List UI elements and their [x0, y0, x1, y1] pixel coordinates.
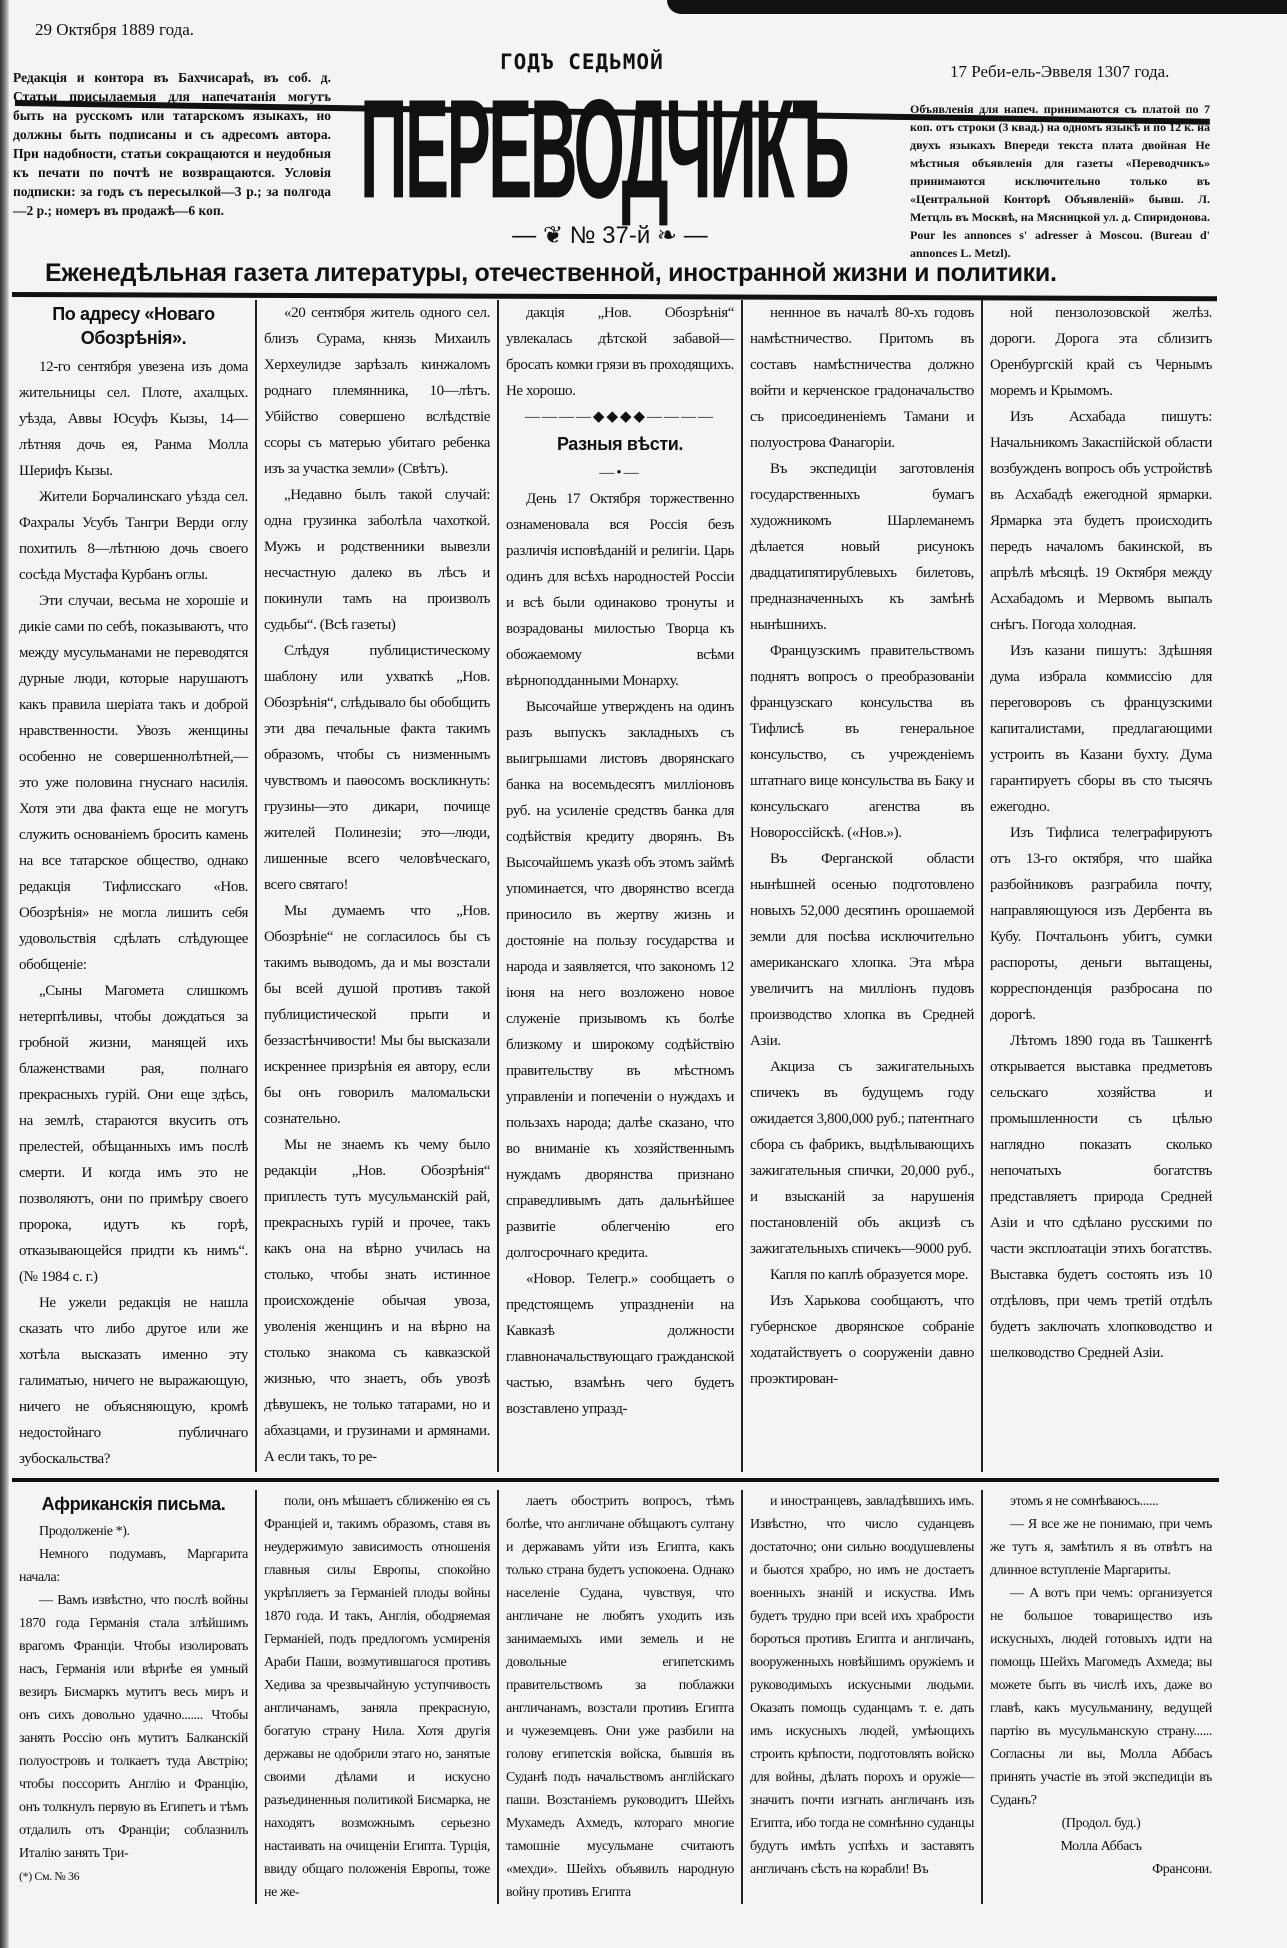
- paragraph: поли, онъ мѣшаетъ сближенію ея съ Франціей и, такимъ образомъ, ставя въ неудержимую зависимость отношенія главныя силы Европы, спокойно укрѣпляетъ за Германіей плоды войны 1870 года. И такъ, Англія, ободряемая Германіей, подъ предлогомъ усмиренія Араби Паши, возмутившагося противъ Хедива за чрезвычайную уступчивость англичанамъ, заняла прекрасную, богатую страну Нила. Хотя другія державы не одобрили этаго но, занятые своими дѣлами и искусно разъединенныя политикой Бисмарка, не находятъ возможнымъ серьезно настаивать на очищеніи Египта. Турція, ввиду общаго положенія Европы, тоже не же-: [264, 1494, 490, 1900]
- paragraph: неннное въ началѣ 80-хъ годовъ намѣстничество. Притомъ въ составъ намѣстничества должно войти и керченское градоначальство съ присоединеніемъ Тамани и полуострова Фанагоріи.: [750, 305, 974, 451]
- issue-number: — ❦ № 37-й ❧ —: [512, 222, 708, 249]
- paragraph: День 17 Октября торжественно ознаменовала вся Россія безъ различія исповѣданій и религіи. Царь одинъ для всѣхъ народностей Россіи и всѣ были одинаково тронуты и возрадованы милостью Творца къ обожаемому всѣми вѣрноподданными Монарху.: [506, 491, 734, 689]
- newspaper-subtitle: Еженедѣльная газета литературы, отечественной, иностранной жизни и политики.: [45, 259, 1057, 287]
- masthead-rule: [12, 292, 1217, 301]
- paragraph: этомъ я не сомнѣваюсь......: [1010, 1494, 1159, 1509]
- masthead-title: ПЕРЕВОДЧИКЪ: [360, 70, 848, 229]
- paragraph: — А вотъ при чемъ: организуется не большое товарищество изъ искусныхъ, людей готовыхъ идти на помощь Шейхъ Магомедъ Ахмеда; вы можете быть въ числѣ ихъ, даже во главѣ, какъ мусульманину, ведущей партію въ мусульманскую страну...... Согласны ли вы, Молла Аббасъ принять участіе въ этой экспедиціи въ Суданъ?: [990, 1586, 1212, 1808]
- paragraph: Въ Ферганской области нынѣшней осенью подготовлено новыхъ 52,000 десятинъ орошаемой земли для посѣва исключительно американскаго хлопка. Эта мѣра увеличитъ на милліонъ пудовъ производство хлопка въ Средней Азіи.: [750, 851, 974, 1049]
- lower-columns-4: [741, 1490, 981, 1904]
- paragraph: (*) См. № 36: [19, 1869, 80, 1883]
- upper-section: [12, 300, 1219, 1472]
- paragraph: Высочайше утвержденъ на одинъ разъ выпускъ закладныхъ съ выигрышами листовъ дворянскаго банка на восемьдесятъ милліоновъ руб. на усиленіе средствъ банка для содѣйствія кредиту дворянъ. Въ Высочайшемъ указѣ объ этомъ займѣ упоминается, что дворянство всегда приносило въ жертву жизнь и достояніе на пользу государства и народа и заявляется, что закономъ 12 іюня на него возложено новое служеніе призывомъ къ болѣе близкому и широкому содѣйствію правительству въ мѣстномъ управленіи и попеченіи о нуждахъ и пользахъ народа; далѣе сказано, что во вниманіе къ хозяйственнымъ нуждамъ дворянства признано справедливымъ дать дальнѣйшее развитіе облегченію его долгосрочнаго кредита.: [506, 699, 734, 1261]
- paragraph: Изъ Харькова сообщаютъ, что губернское дворянское собраніе ходатайствуетъ о сооруженіи давно проэктирован-: [750, 1293, 974, 1387]
- year-label: ГОДЪ СЕДЬМОЙ: [500, 50, 664, 74]
- columns-2: [255, 300, 497, 1472]
- article-heading: Разныя вѣсти.: [556, 434, 684, 454]
- paragraph: Изъ Асхабада пишутъ: Начальникомъ Закаспійской области возбужденъ вопросъ объ устройствѣ въ Асхабадѣ ежегодной ярмарки. Ярмарка эта будетъ происходить передъ началомъ бакинской, въ апрѣлѣ мѣсяцѣ. 19 Октября между Асхабадомъ и Мервомъ выпалъ снѣгъ. Погода холодная.: [990, 409, 1212, 633]
- lower-columns-2: [255, 1490, 497, 1904]
- paragraph: 12-го сентября увезена изъ дома жительницы сел. Плоте, ахалцых. уѣзда, Аввы Юсуфъ Кызы, 14—лѣтняя дочь ея, Ранма Молла Шерифъ Кызы.: [19, 359, 248, 479]
- paragraph: дакція „Нов. Обозрѣнія“ увлекалась дѣтской забавой—бросать комки грязи въ проходящихъ. Не хорошо.: [506, 305, 734, 399]
- lower-columns-3: [497, 1490, 741, 1904]
- paragraph: Въ экспедиціи заготовленія государственныхъ бумагъ художникомъ Шарлеманемъ дѣлается новый рисунокъ двадцатипятирублевыхъ билетовъ, предназначенныхъ къ замѣнѣ нынѣшнихъ.: [750, 461, 974, 633]
- columns-3: [497, 300, 741, 1472]
- paragraph: Мы не знаемъ къ чему было редакціи „Нов. Обозрѣнія“ приплесть тутъ мусульманскій рай, прекрасныхъ гурій и прочее, такъ какъ она на вѣрно училась на столько, чтобы знать истинное происхожденіе обычая увоза, уволенія женщинъ и на вѣрно на столько знакома съ кавказской жизнью, что знаетъ, объ увозѣ дѣвушекъ, не только татарами, но и абхазцами, и грузинами и армянами. А если такъ, то ре-: [264, 1137, 490, 1465]
- paragraph: и иностранцевъ, завладѣвшихъ имъ. Извѣстно, что число суданцевъ достаточно; они сильно воодушевлены и бьются храбро, но имъ не достаетъ военныхъ знаній и искуства. Имъ будетъ трудно при всей ихъ храбрости бороться противъ Египта и англичанъ, вооруженныхъ новѣйшимъ оружіемъ и руководимыхъ искусными людьми. Оказать помощь суданцамъ т. е. дать имъ искусныхъ людей, умѣющихъ строить крѣпости, подготовлять войско для войны, дѣлать порохъ и оружіе—значитъ почти изгнать англичанъ изъ Египта, ибо тогда не сомнѣнно суданцы будутъ имѣть успѣхъ и заставятъ англичанъ сѣсть на корабли! Въ: [750, 1494, 974, 1877]
- ornament-separator: —•—: [599, 465, 641, 481]
- editorial-info: Редакція и контора въ Бахчисараѣ, въ соб. д. Статьи присылаемыя для напечатанія могутъ быть на русскомъ или татарскомъ языкахъ, но должны быть подписаны и съ адресомъ автора. При надобности, статьи сокращаются и неудобныя къ печати по почтѣ не возвращаются. Условія подписки: за годъ съ пересылкой—3 р.; за полгода—2 р.; номеръ въ продажѣ—6 коп.: [13, 70, 331, 218]
- lower-columns-5: [981, 1490, 1219, 1904]
- lower-section: [12, 1478, 1219, 1904]
- paragraph: «Новор. Телегр.» сообщаетъ о предстоящемъ упраздненіи на Кавказѣ должности главноначальствующаго гражданской частью, взамѣнъ чего будетъ возставлено упразд-: [506, 1271, 734, 1417]
- paragraph: Изъ Тифлиса телеграфируютъ отъ 13-го октября, что шайка разбойниковъ разграбила почту, направляющуюся изъ Дербента въ Кубу. Почтальонъ убитъ, сумки распороты, деньги вытащены, корреспонденція разбросана по дорогѣ.: [990, 825, 1212, 1023]
- paragraph: Не ужели редакція не нашла сказать что либо другое или же хотѣла высказать именно эту галиматью, ничего не выражающую, ничего не объясняющую, кромѣ недостойнаго публичнаго зубоскальства?: [19, 1295, 248, 1467]
- article-heading: Африканскія письма.: [41, 1494, 226, 1514]
- paragraph: Лѣтомъ 1890 года въ Ташкентѣ открывается выставка предметовъ сельскаго хозяйства и промышленности съ цѣлью наглядно показать сколько непочатыхъ богатствъ представляетъ природа Средней Азіи и что сдѣлано русскими по части эксплоатаціи этихъ богатствъ. Выставка будетъ состоять изъ 10 отдѣловъ, при чемъ третій отдѣлъ будетъ заключать хлопководство и шелководство Средней Азіи.: [990, 1033, 1212, 1361]
- paragraph: „Сыны Магомета слишкомъ нетерпѣливы, чтобы дождаться за гробной жизни, манящей ихъ блаженствами рая, полнаго прекрасныхъ гурій. Они еще здѣсь, на землѣ, стараются вкусить отъ прелестей, обѣщанныхъ имъ послѣ смерти. И когда имъ это не позволяютъ, они по примѣру своего пророка, идутъ къ горѣ, отказывающейся придти къ нимъ“. (№ 1984 с. г.): [19, 983, 248, 1285]
- paragraph: Эти случаи, весьма не хорошіе и дикіе сами по себѣ, показываютъ, что между мусульманами не переводятся дурные люди, которые нарушаютъ какъ правила шеріата такъ и доброй нравственности. Увозъ женщины особенно не совершеннолѣтней,—это уже половина гнуснаго насилія. Хотя эти два факта еще не могутъ служить основаніемъ бросить камень на все татарское общество, однако редакція Тифлисскаго «Нов. Обозрѣнія» не могла лишить себя удовольствія сдѣлать слѣдующее обобщеніе:: [19, 593, 248, 973]
- paragraph: — Вамъ извѣстно, что послѣ войны 1870 года Германія стала злѣйшимъ врагомъ Франціи. Чтобы изолировать насъ, Германія или вѣрнѣе ея умный везиръ Бисмаркъ мутитъ весь миръ и онъ сихъ довольно удачно....... Чтобы занять Россію онъ мутитъ Балканскій полуостровъ и толкаетъ туда Австрію; чтобы поссорить Англію и Францію, онъ толкнулъ первую въ Египетъ и тѣмъ отдалилъ отъ Франціи; соблазнилъ Италію занять Три-: [19, 1593, 248, 1861]
- paragraph: Слѣдуя публицистическому шаблону или ухваткѣ „Нов. Обозрѣнія“, слѣдывало бы обобщить эти два печальные факта такимъ образомъ, чтобы съ низменнымъ чувствомъ и паѳосомъ воскликнуть: грузины—это дикари, почище жителей Полинезіи; это—люди, лишенные всего человѣческаго, всего святаго!: [264, 643, 490, 893]
- paragraph: Французскимъ правительствомъ поднятъ вопросъ о преобразованіи французскаго консульства въ Тифлисѣ въ генеральное консульство, съ учрежденіемъ штатнаго вице консульства въ Баку и консульскаго агенства въ Новороссійскѣ. («Нов.»).: [750, 643, 974, 841]
- lower-columns-1: [12, 1490, 255, 1904]
- paragraph: лаетъ обострить вопросъ, тѣмъ болѣе, что англичане обѣщаютъ султану и державамъ уйти изъ Египта, какъ только страна будетъ успокоена. Однако населеніе Судана, чувствуя, что англичане не любятъ уходить изъ занимаемыхъ ими земель и не довольные египетскимъ правительствомъ за поблажки англичанамъ, возстали противъ Египта и чужеземцевъ. Они уже разбили на голову египетскія войска, бывшія въ Суданѣ подъ начальствомъ англійскаго паши. Возстаніемъ руководитъ Шейхъ Мухамедъ Ахмедъ, котораго многие тамошніе мусульмане считаютъ «мехди». Шейхъ объявилъ народную войну противъ Египта: [506, 1494, 734, 1900]
- paragraph: Молла Аббасъ: [1060, 1839, 1142, 1854]
- paragraph: (Продол. буд.): [1061, 1816, 1141, 1831]
- columns-5: [981, 300, 1219, 1472]
- ornament-separator: ————◆◆◆◆————: [524, 409, 716, 425]
- hijri-date: 17 Реби-ель-Эввеля 1307 года.: [950, 62, 1170, 81]
- issue-date: 29 Октября 1889 года.: [35, 20, 195, 39]
- paragraph: Немного подумавъ, Маргарита начала:: [19, 1547, 248, 1585]
- columns-4: [741, 300, 981, 1472]
- masthead-area: [0, 0, 1287, 300]
- paragraph: Капля по каплѣ образуется море.: [770, 1267, 969, 1283]
- paragraph: — Я все же не понимаю, при чемъ же тутъ я, замѣтилъ я въ отвѣтъ на длинное вступленіе Маргариты.: [990, 1517, 1212, 1578]
- paragraph: Изъ казани пишутъ: Здѣшняя дума избрала коммиссію для переговоровъ съ французскими капиталистами, предлагающими устроить въ Казани бухту. Дума гарантируетъ сборы въ сто тысячъ ежегодно.: [990, 643, 1212, 815]
- paragraph: Жители Борчалинскаго уѣзда сел. Фахралы Усубъ Тангри Верди оглу похитилъ 8—лѣтнюю дочь своего сосѣда Мустафа Курбанъ оглы.: [19, 489, 248, 583]
- columns-1: [12, 300, 255, 1472]
- article-heading: По адресу «Новаго Обозрѣнія».: [52, 304, 215, 348]
- paragraph: Франсони.: [1152, 1862, 1212, 1877]
- paragraph: Мы думаемъ что „Нов. Обозрѣніе“ не согласилось бы съ такимъ выводомъ, да и мы возстали бы всей душой противъ такой публицистической прыти и беззастѣнчивости! Мы бы высказали искреннее призрѣнія ея автору, если бы онъ говорилъ маломальски сознательно.: [264, 903, 490, 1127]
- paragraph: «20 сентября житель одного сел. близъ Сурама, князь Михаилъ Херхеулидзе зарѣзалъ кинжаломъ роднаго племянника, 10—лѣтъ. Убійство совершено вслѣдствіе ссоры съ матерью убитаго ребенка изъ за участка земли» (Свѣтъ).: [264, 305, 490, 477]
- paragraph: Акциза съ зажигательныхъ спичекъ въ будущемъ году ожидается 3,800,000 руб.; патентнаго сбора съ фабрикъ, выдѣлывающихъ зажигательныя спички, 20,000 руб., и взысканій за нарушенія постановленій объ акцизѣ съ зажигательныхъ спичекъ—9000 руб.: [750, 1059, 974, 1257]
- advertising-info: Объявленія для напеч. принимаются съ платой по 7 коп. отъ строки (3 квад.) на одномъ языкѣ и по 12 к. на двухъ языкахъ Впереди текста плата двойная Не мѣстныя объявленія для газеты «Переводчикъ» принимаются исключительно только въ «Центральной Конторѣ Объявленій» бывш. Л. Метцль въ Москвѣ, на Мясницкой ул. д. Спиридонова. Pour les annonces s' adresser à Moscou. (Bureau d' annonces L. Metzl).: [910, 102, 1210, 260]
- paragraph: Продолженіе *).: [39, 1524, 130, 1539]
- paragraph: ной пензолозовской желѣз. дороги. Дорога эта сблизитъ Оренбургскій край съ Чернымъ моремъ и Крымомъ.: [990, 305, 1212, 399]
- paragraph: „Недавно былъ такой случай: одна грузинка заболѣла чахоткой. Мужъ и родственники вывезли несчастную далеко въ лѣсъ и покинули тамъ на произволъ судьбы“. (Всѣ газеты): [264, 487, 490, 633]
